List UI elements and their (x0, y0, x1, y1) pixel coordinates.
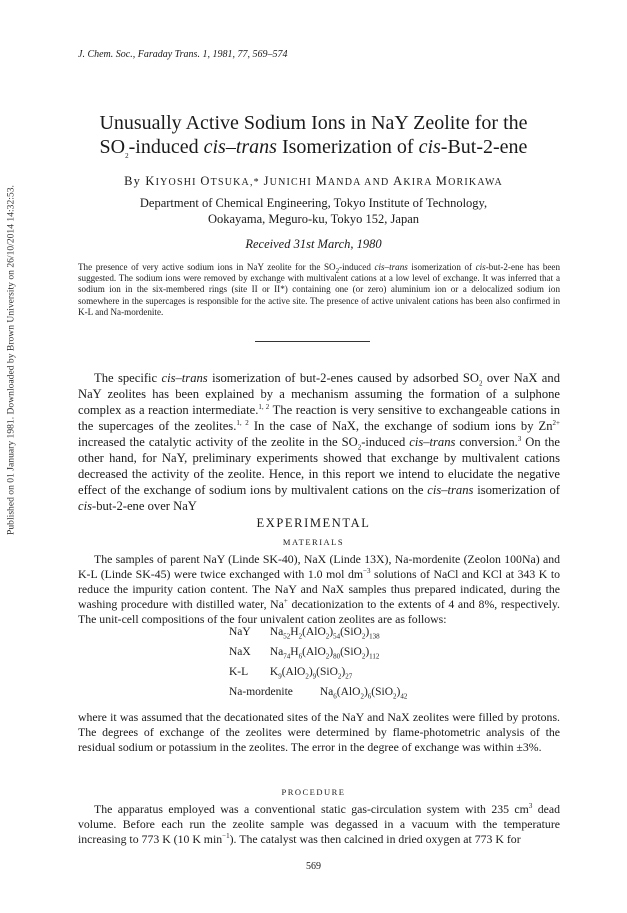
formula-kl: K-L $K_9(AlO_2)_9(SiO_2)_{27}$ (229, 666, 353, 681)
intro-paragraph: The specific cis–trans isomerization of but-2-enes caused by adsorbed $SO_2$ over NaX and NaY zeolites has been explained by a mechanism assuming the formation of a sulphone complex as a reaction intermediate.$^{1, 2}$ The reaction is very sensitive to exchangeable cations in the supercages of the zeolites.$^{1, 2}$ In the case of NaX, the exchange of sodium ions by $Zn^{2+}$ increased the catalytic activity of the zeolite in the $SO_2$-induced cis–trans conversion.$^3$ On the other hand, for NaY, preliminary experiments showed that exchange by multivalent cations decreased the activity of the zeolite. Hence, in this report we intend to elucidate the negative effect of the exchange of sodium ions by multivalent cations on the cis–trans isomerization of cis-but-2-ene over NaY (78, 371, 560, 513)
exchange-paragraph: where it was assumed that the decationated sites of the NaY and NaX zeolites were filled by protons. The degrees of exchange of the zeolites were determined by flame-photometric analysis of the residual sodium or potassium in the zeolites. The error in the degree of exchange was within ±3%. (78, 710, 560, 754)
abstract: The presence of very active sodium ions in NaY zeolite for the $SO_2$-induced cis–trans isomerization of cis-but-2-ene has been suggested. The sodium ions were removed by exchange with multivalent cations at a low level of exchange. It was inferred that a sodium ion in the six-membered rings (site II or II*) containing one (or zero) aluminium ion or a delocalized sodium ion somewhere in the supercages is responsible for the active site. The presence of active univalent cations has been also confirmed in K-L and Na-mordenite. (78, 262, 560, 317)
affiliation-line-2: Ookayama, Meguro-ku, Tokyo 152, Japan (207, 212, 419, 226)
download-notice: Published on 01 January 1981. Downloaded by Brown University on 26/10/2014 14:32:53. (5, 185, 17, 535)
download-watermark (4, 150, 18, 570)
separator-rule (255, 341, 370, 342)
title-line-2: $SO_2$-induced cis–trans Isomerization of cis-But-2-ene (99, 136, 528, 160)
affiliation-line-1: Department of Chemical Engineering, Tokyo Institute of Technology, (139, 196, 488, 210)
received-date: Received 31st March, 1980 (245, 237, 382, 251)
procedure-paragraph: The apparatus employed was a conventional static gas-circulation system with 235 $cm^3$ dead volume. Before each run the zeolite sample was degassed in a vacuum with the temperature increasing to 773 K (10 K $\min^{-1}$). The catalyst was then calcined in dried oxygen at 773 K for (78, 802, 560, 846)
subheading-materials: MATERIALS (282, 537, 345, 547)
formula-nay: NaY $Na_{52}H_2(AlO_2)_{54}(SiO_2)_{138}$ (229, 626, 380, 641)
materials-paragraph: The samples of parent NaY (Linde SK-40), NaX (Linde 13X), Na-mordenite (Zeolon 100Na) and K-L (Linde SK-45) were twice exchanged with 1.0 mol $dm^{-3}$ solutions of NaCl and KCl at 343 K to reduce the impurity cation content. The NaY and NaX samples thus prepared indicated, during the washing procedure with distilled water, Na+ decationization to the extents of 4 and 8%, respectively. The unit-cell compositions of the four univalent cation zeolites are as follows: (78, 552, 560, 626)
affiliation (40, 195, 587, 227)
author-list: By KIYOSHI OTSUKA,* JUNICHI MANDA AND AKIRA MORIKAWA (124, 174, 503, 188)
formula-na-mordenite: Na-mordenite $Na_6(AlO_2)_6(SiO_2)_{42}$ (229, 686, 408, 701)
journal-citation: J. Chem. Soc., Faraday Trans. 1, 1981, 77, 569–574 (78, 49, 288, 60)
subheading-procedure: PROCEDURE (281, 787, 346, 797)
section-heading-experimental: EXPERIMENTAL (256, 516, 371, 530)
formula-nax: NaX $Na_{74}H_6(AlO_2)_{80}(SiO_2)_{112}$ (229, 646, 380, 661)
page-number: 569 (306, 861, 321, 872)
title-line-1: Unusually Active Sodium Ions in NaY Zeolite for the (99, 112, 528, 134)
paper-title (40, 111, 587, 159)
